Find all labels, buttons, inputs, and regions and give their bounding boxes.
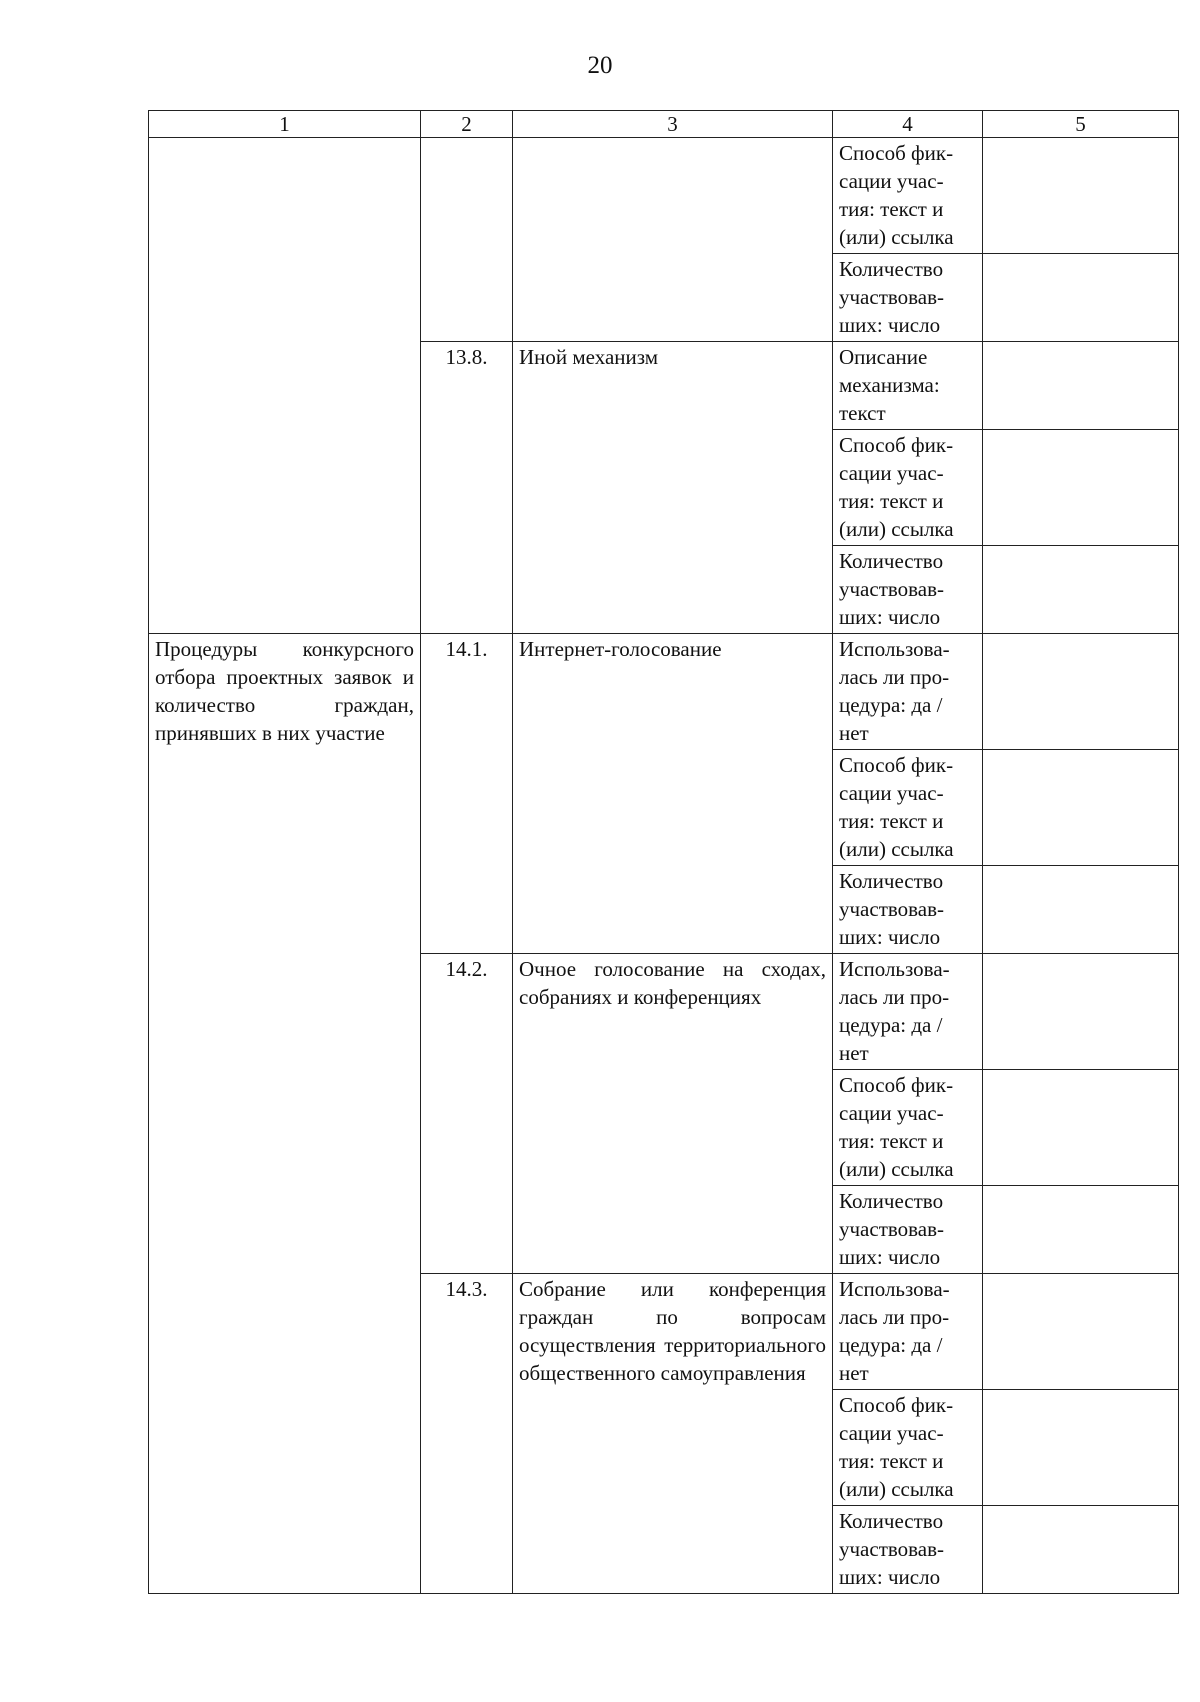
item-name: Интернет-голосование — [513, 634, 833, 954]
param-line: (или) ссылка — [839, 225, 954, 249]
param-cell — [833, 750, 983, 866]
param-line: (или) ссылка — [839, 1477, 954, 1501]
param-line: (или) ссылка — [839, 837, 954, 861]
param-cell — [833, 866, 983, 954]
item-number: 14.2. — [421, 954, 513, 1274]
param-line: участвовав- — [839, 1217, 945, 1241]
value-cell — [983, 342, 1179, 430]
value-cell — [983, 254, 1179, 342]
value-cell — [983, 1186, 1179, 1274]
param-line: Количество — [839, 1509, 944, 1533]
group-cell-empty — [149, 138, 421, 634]
param-line: Описание — [839, 345, 928, 369]
param-line: ших: число — [839, 1245, 941, 1269]
header-col-4: 4 — [833, 111, 983, 138]
param-line: нет — [839, 1041, 869, 1065]
param-line: Использова- — [839, 957, 950, 981]
param-line: механизма: — [839, 373, 940, 397]
param-line: цедура: да / — [839, 1333, 943, 1357]
param-line: Количество — [839, 869, 944, 893]
param-cell — [833, 546, 983, 634]
header-col-2: 2 — [421, 111, 513, 138]
param-line: участвовав- — [839, 897, 945, 921]
value-cell — [983, 750, 1179, 866]
item-name: Собрание или конференция граждан по вопросам осуществления территориального общественного самоуправления — [513, 1274, 833, 1594]
param-line: Способ фик- — [839, 1393, 954, 1417]
header-col-5: 5 — [983, 111, 1179, 138]
item-name: Иной механизм — [513, 342, 833, 634]
param-line: ших: число — [839, 313, 941, 337]
param-line: ших: число — [839, 1565, 941, 1589]
value-cell — [983, 954, 1179, 1070]
group-description: Процедуры конкурсного отбора проектных заявок и количество граждан, принявших в них участие — [149, 634, 421, 1594]
criteria-table — [148, 110, 1179, 1594]
value-cell — [983, 1390, 1179, 1506]
param-line: тия: текст и — [839, 809, 944, 833]
param-line: Способ фик- — [839, 1073, 954, 1097]
param-line: участвовав- — [839, 577, 945, 601]
param-line: сации учас- — [839, 781, 944, 805]
value-cell — [983, 138, 1179, 254]
param-line: сации учас- — [839, 1421, 944, 1445]
param-line: (или) ссылка — [839, 517, 954, 541]
param-cell — [833, 1390, 983, 1506]
param-line: сации учас- — [839, 169, 944, 193]
table-row — [149, 138, 1179, 254]
param-line: ших: число — [839, 605, 941, 629]
param-line: Количество — [839, 1189, 944, 1213]
page-number: 20 — [587, 52, 613, 79]
header-col-3: 3 — [513, 111, 833, 138]
param-line: тия: текст и — [839, 1129, 944, 1153]
value-cell — [983, 430, 1179, 546]
header-row — [149, 111, 1179, 138]
param-line: Количество — [839, 257, 944, 281]
param-line: нет — [839, 1361, 869, 1385]
param-cell — [833, 430, 983, 546]
value-cell — [983, 634, 1179, 750]
param-cell — [833, 254, 983, 342]
param-line: Использова- — [839, 637, 950, 661]
param-line: тия: текст и — [839, 1449, 944, 1473]
param-line: лась ли про- — [839, 1305, 950, 1329]
param-line: сации учас- — [839, 1101, 944, 1125]
param-line: нет — [839, 721, 869, 745]
table-body — [149, 138, 1179, 1594]
item-number: 14.1. — [421, 634, 513, 954]
item-name — [513, 138, 833, 342]
param-cell — [833, 138, 983, 254]
param-line: Способ фик- — [839, 141, 954, 165]
param-line: тия: текст и — [839, 489, 944, 513]
param-line: цедура: да / — [839, 1013, 943, 1037]
item-name: Очное голосование на сходах, собраниях и конференциях — [513, 954, 833, 1274]
table-header — [149, 111, 1179, 138]
param-cell — [833, 342, 983, 430]
param-line: лась ли про- — [839, 985, 950, 1009]
value-cell — [983, 1274, 1179, 1390]
value-cell — [983, 866, 1179, 954]
item-number: 13.8. — [421, 342, 513, 634]
value-cell — [983, 1070, 1179, 1186]
param-cell — [833, 1274, 983, 1390]
param-cell — [833, 1070, 983, 1186]
param-cell — [833, 1186, 983, 1274]
param-line: Способ фик- — [839, 433, 954, 457]
table-row — [149, 634, 1179, 750]
param-line: лась ли про- — [839, 665, 950, 689]
header-col-1: 1 — [149, 111, 421, 138]
value-cell — [983, 546, 1179, 634]
param-line: цедура: да / — [839, 693, 943, 717]
param-cell — [833, 634, 983, 750]
value-cell — [983, 1506, 1179, 1594]
item-number: 14.3. — [421, 1274, 513, 1594]
param-line: Количество — [839, 549, 944, 573]
param-line: участвовав- — [839, 285, 945, 309]
param-line: (или) ссылка — [839, 1157, 954, 1181]
item-number — [421, 138, 513, 342]
param-line: Способ фик- — [839, 753, 954, 777]
param-line: ших: число — [839, 925, 941, 949]
param-line: сации учас- — [839, 461, 944, 485]
param-line: участвовав- — [839, 1537, 945, 1561]
param-cell — [833, 954, 983, 1070]
param-line: текст — [839, 401, 886, 425]
param-line: тия: текст и — [839, 197, 944, 221]
param-cell — [833, 1506, 983, 1594]
param-line: Использова- — [839, 1277, 950, 1301]
